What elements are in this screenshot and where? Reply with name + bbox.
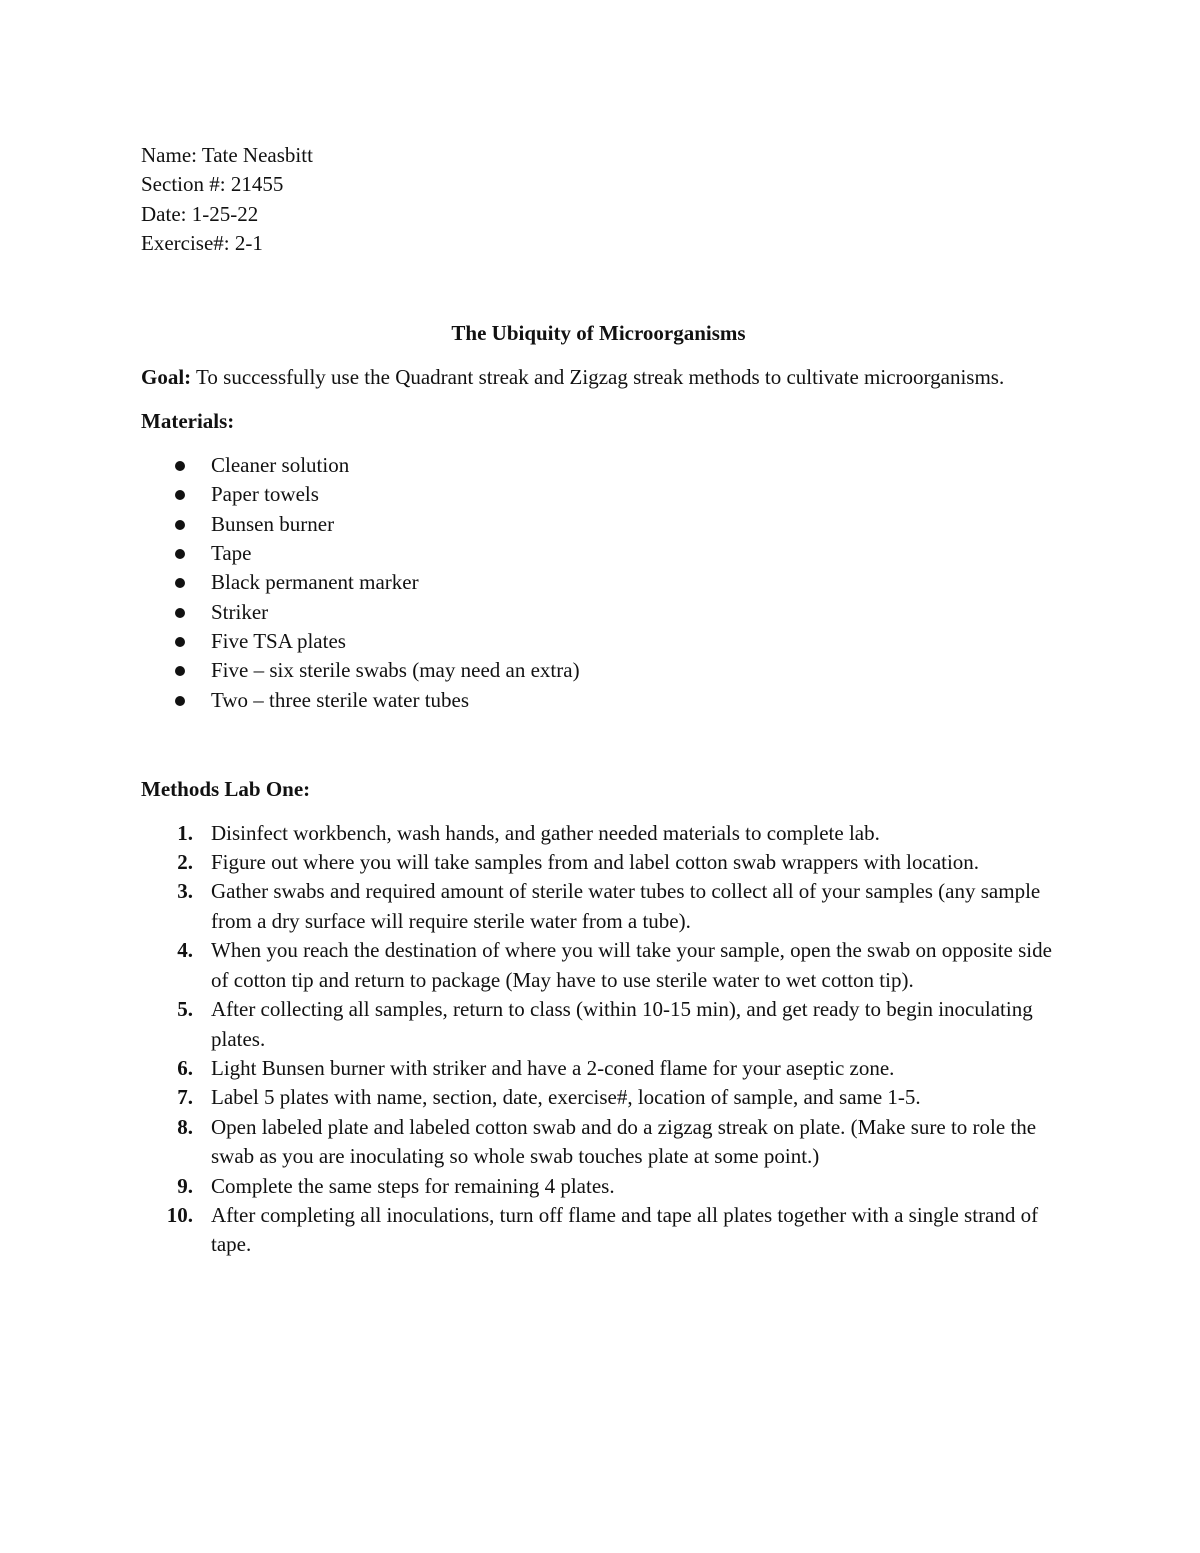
- list-item: [141, 656, 1056, 685]
- step-text: Complete the same steps for remaining 4 plates.: [211, 1173, 615, 1198]
- document-title: The Ubiquity of Microorganisms: [451, 320, 746, 345]
- exercise-number: Exercise#: 2-1: [141, 231, 263, 256]
- step-number: 6.: [177, 1055, 193, 1080]
- methods-heading: Methods Lab One:: [141, 777, 311, 802]
- materials-list: [141, 451, 1056, 716]
- step-item: [141, 1113, 1056, 1172]
- step-number: 9.: [177, 1173, 193, 1198]
- bullet-icon: [175, 461, 185, 471]
- bullet-icon: [175, 637, 185, 647]
- step-text: Figure out where you will take samples from and label cotton swab wrappers with location.: [211, 850, 980, 875]
- step-item: [141, 1172, 1056, 1201]
- step-number: 7.: [177, 1085, 193, 1110]
- step-number: 2.: [177, 850, 193, 875]
- step-text: Open labeled plate and labeled cotton swab and do a zigzag streak on plate. (Make sure to role the swab as you are inoculating so whole swab touches plate at some point.): [211, 1114, 1037, 1169]
- bullet-icon: [175, 490, 185, 500]
- list-item-text: Black permanent marker: [211, 570, 419, 595]
- step-item: [141, 877, 1056, 936]
- list-item: [141, 627, 1056, 656]
- step-item: [141, 819, 1056, 848]
- step-number: 1.: [177, 820, 193, 845]
- step-item: [141, 1201, 1056, 1260]
- list-item-text: Five TSA plates: [211, 629, 346, 654]
- list-item: [141, 480, 1056, 509]
- goal-label: Goal:: [141, 364, 192, 389]
- goal-text: To successfully use the Quadrant streak and Zigzag streak methods to cultivate microorganisms.: [191, 364, 1005, 389]
- list-item-text: Five – six sterile swabs (may need an extra): [211, 658, 580, 683]
- step-text: Gather swabs and required amount of sterile water tubes to collect all of your samples (any sample from a dry surface will require sterile water from a tube).: [211, 879, 1041, 933]
- list-item-text: Striker: [211, 599, 269, 624]
- step-number: 8.: [177, 1114, 193, 1139]
- section-number: Section #: 21455: [141, 172, 284, 197]
- list-item: [141, 598, 1056, 627]
- step-text: Label 5 plates with name, section, date, exercise#, location of sample, and same 1-5.: [211, 1085, 921, 1110]
- list-item: [141, 686, 1056, 715]
- step-number: 3.: [177, 879, 193, 904]
- list-item: [141, 451, 1056, 480]
- step-text: When you reach the destination of where you will take your sample, open the swab on opposite side of cotton tip and return to package (May have to use sterile water to wet cotton tip).: [211, 938, 1052, 992]
- step-number: 5.: [177, 997, 193, 1022]
- list-item-text: Bunsen burner: [211, 511, 335, 536]
- step-text: Light Bunsen burner with striker and have a 2-coned flame for your aseptic zone.: [211, 1055, 895, 1080]
- list-item: [141, 568, 1056, 597]
- goal-paragraph: [141, 363, 1056, 392]
- bullet-icon: [175, 578, 185, 588]
- materials-heading: Materials:: [141, 409, 235, 434]
- step-item: [141, 1083, 1056, 1112]
- list-item-text: Two – three sterile water tubes: [211, 687, 470, 712]
- bullet-icon: [175, 520, 185, 530]
- list-item-text: Cleaner solution: [211, 452, 350, 477]
- student-name: Name: Tate Neasbitt: [141, 143, 313, 167]
- list-item-text: Paper towels: [211, 482, 319, 507]
- lab-date: Date: 1-25-22: [141, 201, 259, 226]
- step-item: [141, 995, 1056, 1054]
- step-number: 10.: [166, 1202, 193, 1227]
- step-text: After collecting all samples, return to class (within 10-15 min), and get ready to begin inoculating plates.: [211, 997, 1033, 1051]
- methods-list: [141, 819, 1056, 1260]
- list-item: [141, 539, 1056, 568]
- bullet-icon: [175, 696, 185, 706]
- step-item: [141, 1054, 1056, 1083]
- step-text: Disinfect workbench, wash hands, and gather needed materials to complete lab.: [211, 820, 880, 845]
- bullet-icon: [175, 549, 185, 559]
- bullet-icon: [175, 666, 185, 676]
- step-item: [141, 848, 1056, 877]
- bullet-icon: [175, 608, 185, 618]
- document-page: [141, 141, 1056, 1260]
- list-item: [141, 510, 1056, 539]
- header-block: [141, 141, 1056, 259]
- step-item: [141, 936, 1056, 995]
- step-number: 4.: [177, 938, 193, 963]
- step-text: After completing all inoculations, turn off flame and tape all plates together with a single strand of tape.: [211, 1202, 1039, 1257]
- list-item-text: Tape: [211, 540, 252, 565]
